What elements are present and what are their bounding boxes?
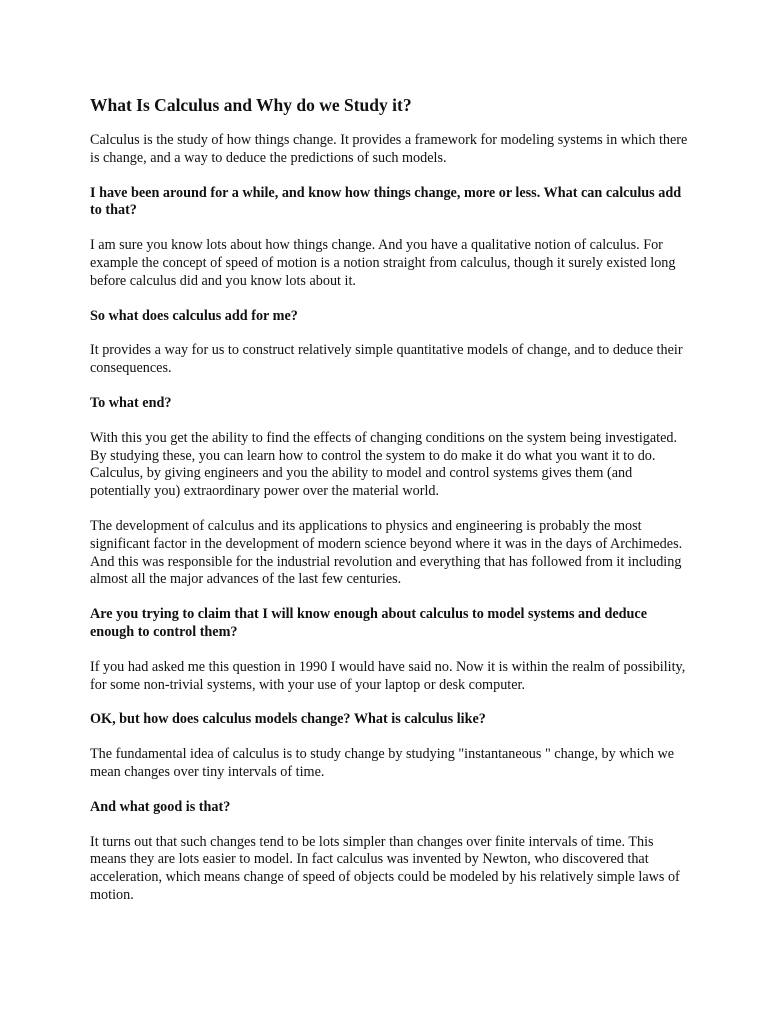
paragraph-answer-3b: The development of calculus and its applications to physics and engineering is probably the most significant factor in the development of modern science beyond where it was in the days of Archimedes. And this was responsible for the industrial revolution and everything that has followed from it including almost all the major advances of the last few centuries. xyxy=(90,517,683,588)
question-heading-3: To what end? xyxy=(90,394,172,411)
paragraph-answer-6: It turns out that such changes tend to be lots simpler than changes over finite intervals of time. This means they are lots easier to model. In fact calculus was invented by Newton, who discovered that acceleration, which means change of speed of objects could be modeled by his relatively simple laws of motion. xyxy=(90,833,680,903)
paragraph-answer-2: It provides a way for us to construct relatively simple quantitative models of change, and to deduce their consequences. xyxy=(90,342,683,377)
paragraph-answer-5: The fundamental idea of calculus is to study change by studying "instantaneous " change, by which we mean changes over tiny intervals of time. xyxy=(90,746,675,780)
question-heading-5: OK, but how does calculus models change? What is calculus like? xyxy=(90,711,486,728)
paragraph-answer-4: If you had asked me this question in 1990 I would have said no. Now it is within the realm of possibility, for some non-trivial systems, with your use of your laptop or desk computer. xyxy=(90,658,686,693)
document-page xyxy=(90,92,690,922)
page-title: What Is Calculus and Why do we Study it? xyxy=(90,95,412,115)
question-heading-6: And what good is that? xyxy=(90,798,231,815)
question-heading-2: So what does calculus add for me? xyxy=(90,307,298,324)
paragraph-answer-3a: With this you get the ability to find the effects of changing conditions on the system being investigated. By studying these, you can learn how to control the system to do make it do what you want it to do. Calculus, by giving engineers and you the ability to model and control systems gives them (and potentially you) extraordinary power over the material world. xyxy=(90,429,678,500)
question-heading-1: I have been around for a while, and know how things change, more or less. What can calculus add to that? xyxy=(90,184,682,219)
question-heading-4: Are you trying to claim that I will know enough about calculus to model systems and deduce enough to control them? xyxy=(90,606,648,640)
paragraph-intro: Calculus is the study of how things change. It provides a framework for modeling systems in which there is change, and a way to deduce the predictions of such models. xyxy=(90,132,688,166)
paragraph-answer-1: I am sure you know lots about how things change. And you have a qualitative notion of calculus. For example the concept of speed of motion is a notion straight from calculus, though it surely existed long before calculus did and you know lots about it. xyxy=(90,237,676,289)
